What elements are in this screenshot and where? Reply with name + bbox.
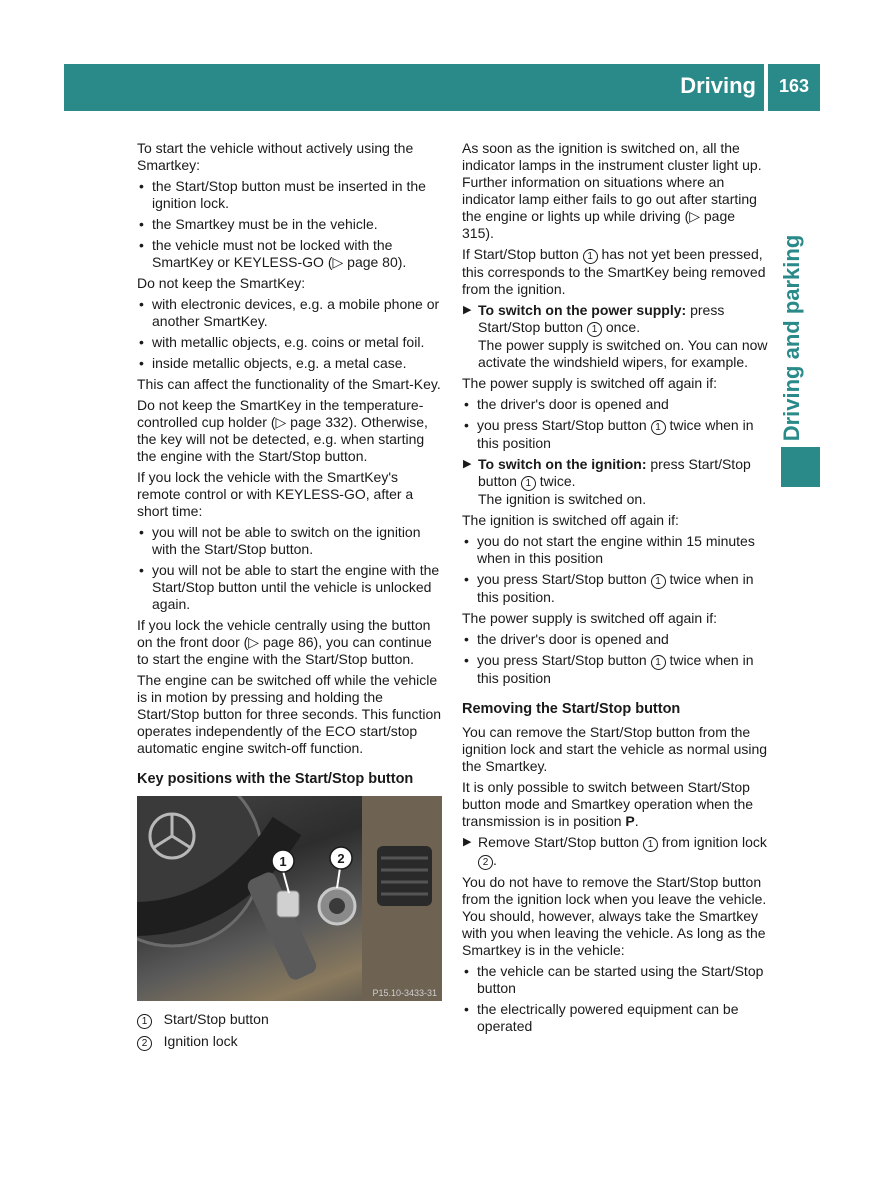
list-item: • the Start/Stop button must be inserted in the ignition lock.: [137, 178, 442, 212]
step-result: The power supply is switched on. You can now activate the windshield wipers, for example.: [478, 337, 768, 370]
callout-2-label: 2: [337, 851, 345, 866]
legend-label: Start/Stop button: [163, 1011, 269, 1027]
list-item: • the driver's door is opened and: [462, 396, 768, 413]
step-arrow-icon: ▶: [463, 458, 472, 470]
instruction-step: ▶ To switch on the ignition: press Start/Stop button 1 twice. The ignition is switched on.: [462, 456, 768, 508]
paragraph: If you lock the vehicle with the SmartKey's remote control or with KEYLESS-GO, after a short time:: [137, 469, 414, 519]
legend-item: [137, 1033, 442, 1051]
list-item: • you press Start/Stop button 1 twice when in this position: [462, 417, 768, 452]
steering-wheel-photo: [137, 796, 442, 1001]
paragraph: The ignition is switched off again if:: [462, 512, 679, 528]
legend-label: Ignition lock: [163, 1033, 238, 1049]
paragraph: To start the vehicle without actively using the Smartkey:: [137, 140, 414, 173]
list-item: • inside metallic objects, e.g. a metal case.: [137, 355, 442, 372]
paragraph: You do not have to remove the Start/Stop button from the ignition lock when you leave the vehicle. You should, however, always take the Smartkey with you when leaving the vehicle. As long as the Smartkey is in the vehicle:: [462, 874, 767, 958]
paragraph: If you lock the vehicle centrally using the button on the front door (▷ page 86), you can continue to start the engine with the Start/Stop button.: [137, 617, 432, 667]
paragraph: Do not keep the SmartKey in the temperature-controlled cup holder (▷ page 332). Otherwise, the key will not be detected, e.g. when starting the engine with the Start/Stop button.: [137, 397, 428, 464]
paragraph: As soon as the ignition is switched on, all the indicator lamps in the instrument cluster light up. Further information on situations where an indicator lamp either fails to go out after starting the engine or lights up while driving (▷ page 315).: [462, 140, 762, 241]
photo-illustration: [137, 796, 442, 1001]
side-tab-marker: [781, 447, 820, 487]
instruction-step: ▶ Remove Start/Stop button 1 from ignition lock 2 .: [463, 834, 767, 868]
steering-stalk: [245, 870, 319, 982]
list-item: • the driver's door is opened and: [462, 631, 768, 648]
page-number-box: [768, 64, 820, 111]
list-item: • the electrically powered equipment can be operated: [462, 1001, 768, 1035]
list-item: • you do not start the engine within 15 minutes when in this position: [462, 533, 768, 567]
paragraph: The engine can be switched off while the vehicle is in motion by pressing and holding the Start/Stop button for three seconds. This function operates independently of the ECO start/stop automatic engine switch-off function.: [137, 672, 442, 756]
step-arrow-icon: ▶: [463, 304, 472, 316]
instruction-step: ▶ To switch on the power supply: press Start/Stop button 1 once. The power supply is switched on. You can now activate the windshield wipers, for example.: [463, 302, 768, 370]
list-item: • the vehicle must not be locked with the SmartKey or KEYLESS-GO (▷ page 80).: [137, 237, 442, 271]
list-item: • with metallic objects, e.g. coins or metal foil.: [137, 334, 442, 351]
list-item: • you will not be able to switch on the ignition with the Start/Stop button.: [137, 524, 442, 558]
callout-1-label: 1: [279, 854, 287, 869]
paragraph: It is only possible to switch between Start/Stop button mode and Smartkey operation when the transmission is in position P.: [462, 779, 754, 829]
step-arrow-icon: ▶: [463, 836, 472, 848]
right-column: [462, 140, 768, 1039]
section-heading: Key positions with the Start/Stop button: [137, 771, 414, 787]
left-column: [137, 140, 442, 1055]
legend-marker: 2: [137, 1036, 152, 1051]
list-item: • the Smartkey must be in the vehicle.: [137, 216, 442, 233]
side-tab: [777, 236, 807, 440]
list-item: • you press Start/Stop button 1 twice when in this position.: [462, 571, 768, 606]
photo-code: P15.10-3433-31: [372, 988, 437, 998]
list-item: • you will not be able to start the engine with the Start/Stop button until the vehicle is unlocked again.: [137, 562, 442, 613]
list-item: • with electronic devices, e.g. a mobile phone or another SmartKey.: [137, 296, 442, 330]
legend-marker: 1: [137, 1014, 152, 1029]
page-number: 163: [778, 76, 810, 96]
section-heading: Removing the Start/Stop button: [462, 701, 681, 717]
side-tab-label: Driving and parking: [779, 234, 804, 442]
paragraph: The power supply is switched off again if:: [462, 610, 717, 626]
air-vent: [377, 846, 432, 906]
paragraph: This can affect the functionality of the Smart-Key.: [137, 376, 441, 392]
section-title: Driving: [680, 73, 756, 98]
list-item: • you press Start/Stop button 1 twice when in this position: [462, 652, 768, 687]
paragraph: Do not keep the SmartKey:: [137, 275, 306, 291]
paragraph: The power supply is switched off again if:: [462, 375, 717, 391]
step-result: The ignition is switched on.: [478, 491, 647, 507]
start-stop-button: [277, 891, 299, 917]
paragraph: If Start/Stop button 1 has not yet been pressed, this corresponds to the SmartKey being removed from the ignition.: [462, 246, 766, 297]
paragraph: You can remove the Start/Stop button from the ignition lock and start the vehicle as normal using the Smartkey.: [462, 724, 768, 774]
legend-item: [137, 1011, 442, 1029]
list-item: • the vehicle can be started using the Start/Stop button: [462, 963, 768, 997]
header-bar: [64, 64, 764, 111]
